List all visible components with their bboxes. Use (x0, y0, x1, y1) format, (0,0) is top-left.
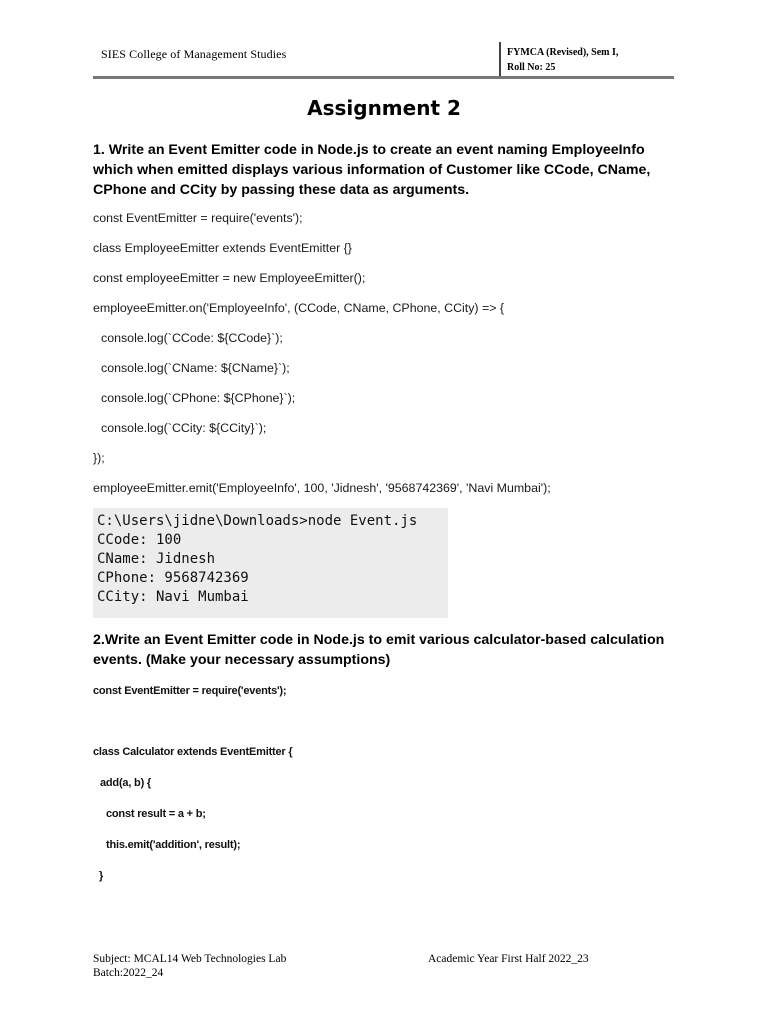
code-line: console.log(`CName: ${CName}`); (101, 361, 290, 375)
code-block-2 (93, 682, 693, 898)
header-separator (499, 42, 501, 78)
code-line: console.log(`CCode: ${CCode}`); (101, 331, 283, 345)
question-2: 2.Write an Event Emitter code in Node.js to emit various calculator-based calculation events. (Make your necessary assumptions) (93, 632, 665, 668)
code-line: const EventEmitter = require('events'); (93, 685, 287, 697)
code-line: console.log(`CPhone: ${CPhone}`); (101, 391, 296, 405)
code-line: const employeeEmitter = new EmployeeEmitter(); (93, 271, 366, 285)
roll-number: Roll No: 25 (507, 62, 556, 73)
batch-text: Batch:2022_24 (93, 967, 164, 979)
code-line: }); (93, 451, 105, 465)
footer-subject (93, 952, 286, 980)
course-label: FYMCA (Revised), Sem I, (507, 47, 619, 58)
code-line: console.log(`CCity: ${CCity}`); (101, 421, 267, 435)
college-name: SIES College of Management Studies (101, 47, 287, 61)
code-line: this.emit('addition', result); (106, 839, 241, 851)
code-line: class EmployeeEmitter extends EventEmitter {} (93, 241, 352, 255)
terminal-line: CCode: 100 (97, 532, 182, 548)
footer-academic-year: Academic Year First Half 2022_23 (428, 953, 589, 965)
course-info (507, 45, 618, 75)
subject-text: Subject: MCAL14 Web Technologies Lab (93, 953, 287, 965)
terminal-line: CName: Jidnesh (97, 551, 216, 567)
code-line: } (99, 870, 104, 882)
terminal-output-screenshot (93, 508, 448, 618)
code-block-1 (93, 208, 693, 508)
terminal-line: C:\Users\jidne\Downloads>node Event.js (97, 513, 418, 529)
code-line: const result = a + b; (106, 808, 206, 820)
terminal-line: CPhone: 9568742369 (97, 570, 249, 586)
code-line: employeeEmitter.emit('EmployeeInfo', 100, 'Jidnesh', '9568742369', 'Navi Mumbai'); (93, 481, 551, 495)
code-line: add(a, b) { (100, 777, 151, 789)
terminal-line: CCity: Navi Mumbai (97, 589, 249, 605)
question-1: 1. Write an Event Emitter code in Node.js to create an event naming EmployeeInfo which when emitted displays various information of Customer like CCode, CName, CPhone and CCity by passing these data as arguments. (93, 142, 651, 198)
code-line: class Calculator extends EventEmitter { (93, 746, 293, 758)
page-title: Assignment 2 (307, 96, 461, 120)
header-rule (93, 76, 674, 79)
code-line: employeeEmitter.on('EmployeeInfo', (CCode, CName, CPhone, CCity) => { (93, 301, 505, 315)
code-line: const EventEmitter = require('events'); (93, 211, 303, 225)
